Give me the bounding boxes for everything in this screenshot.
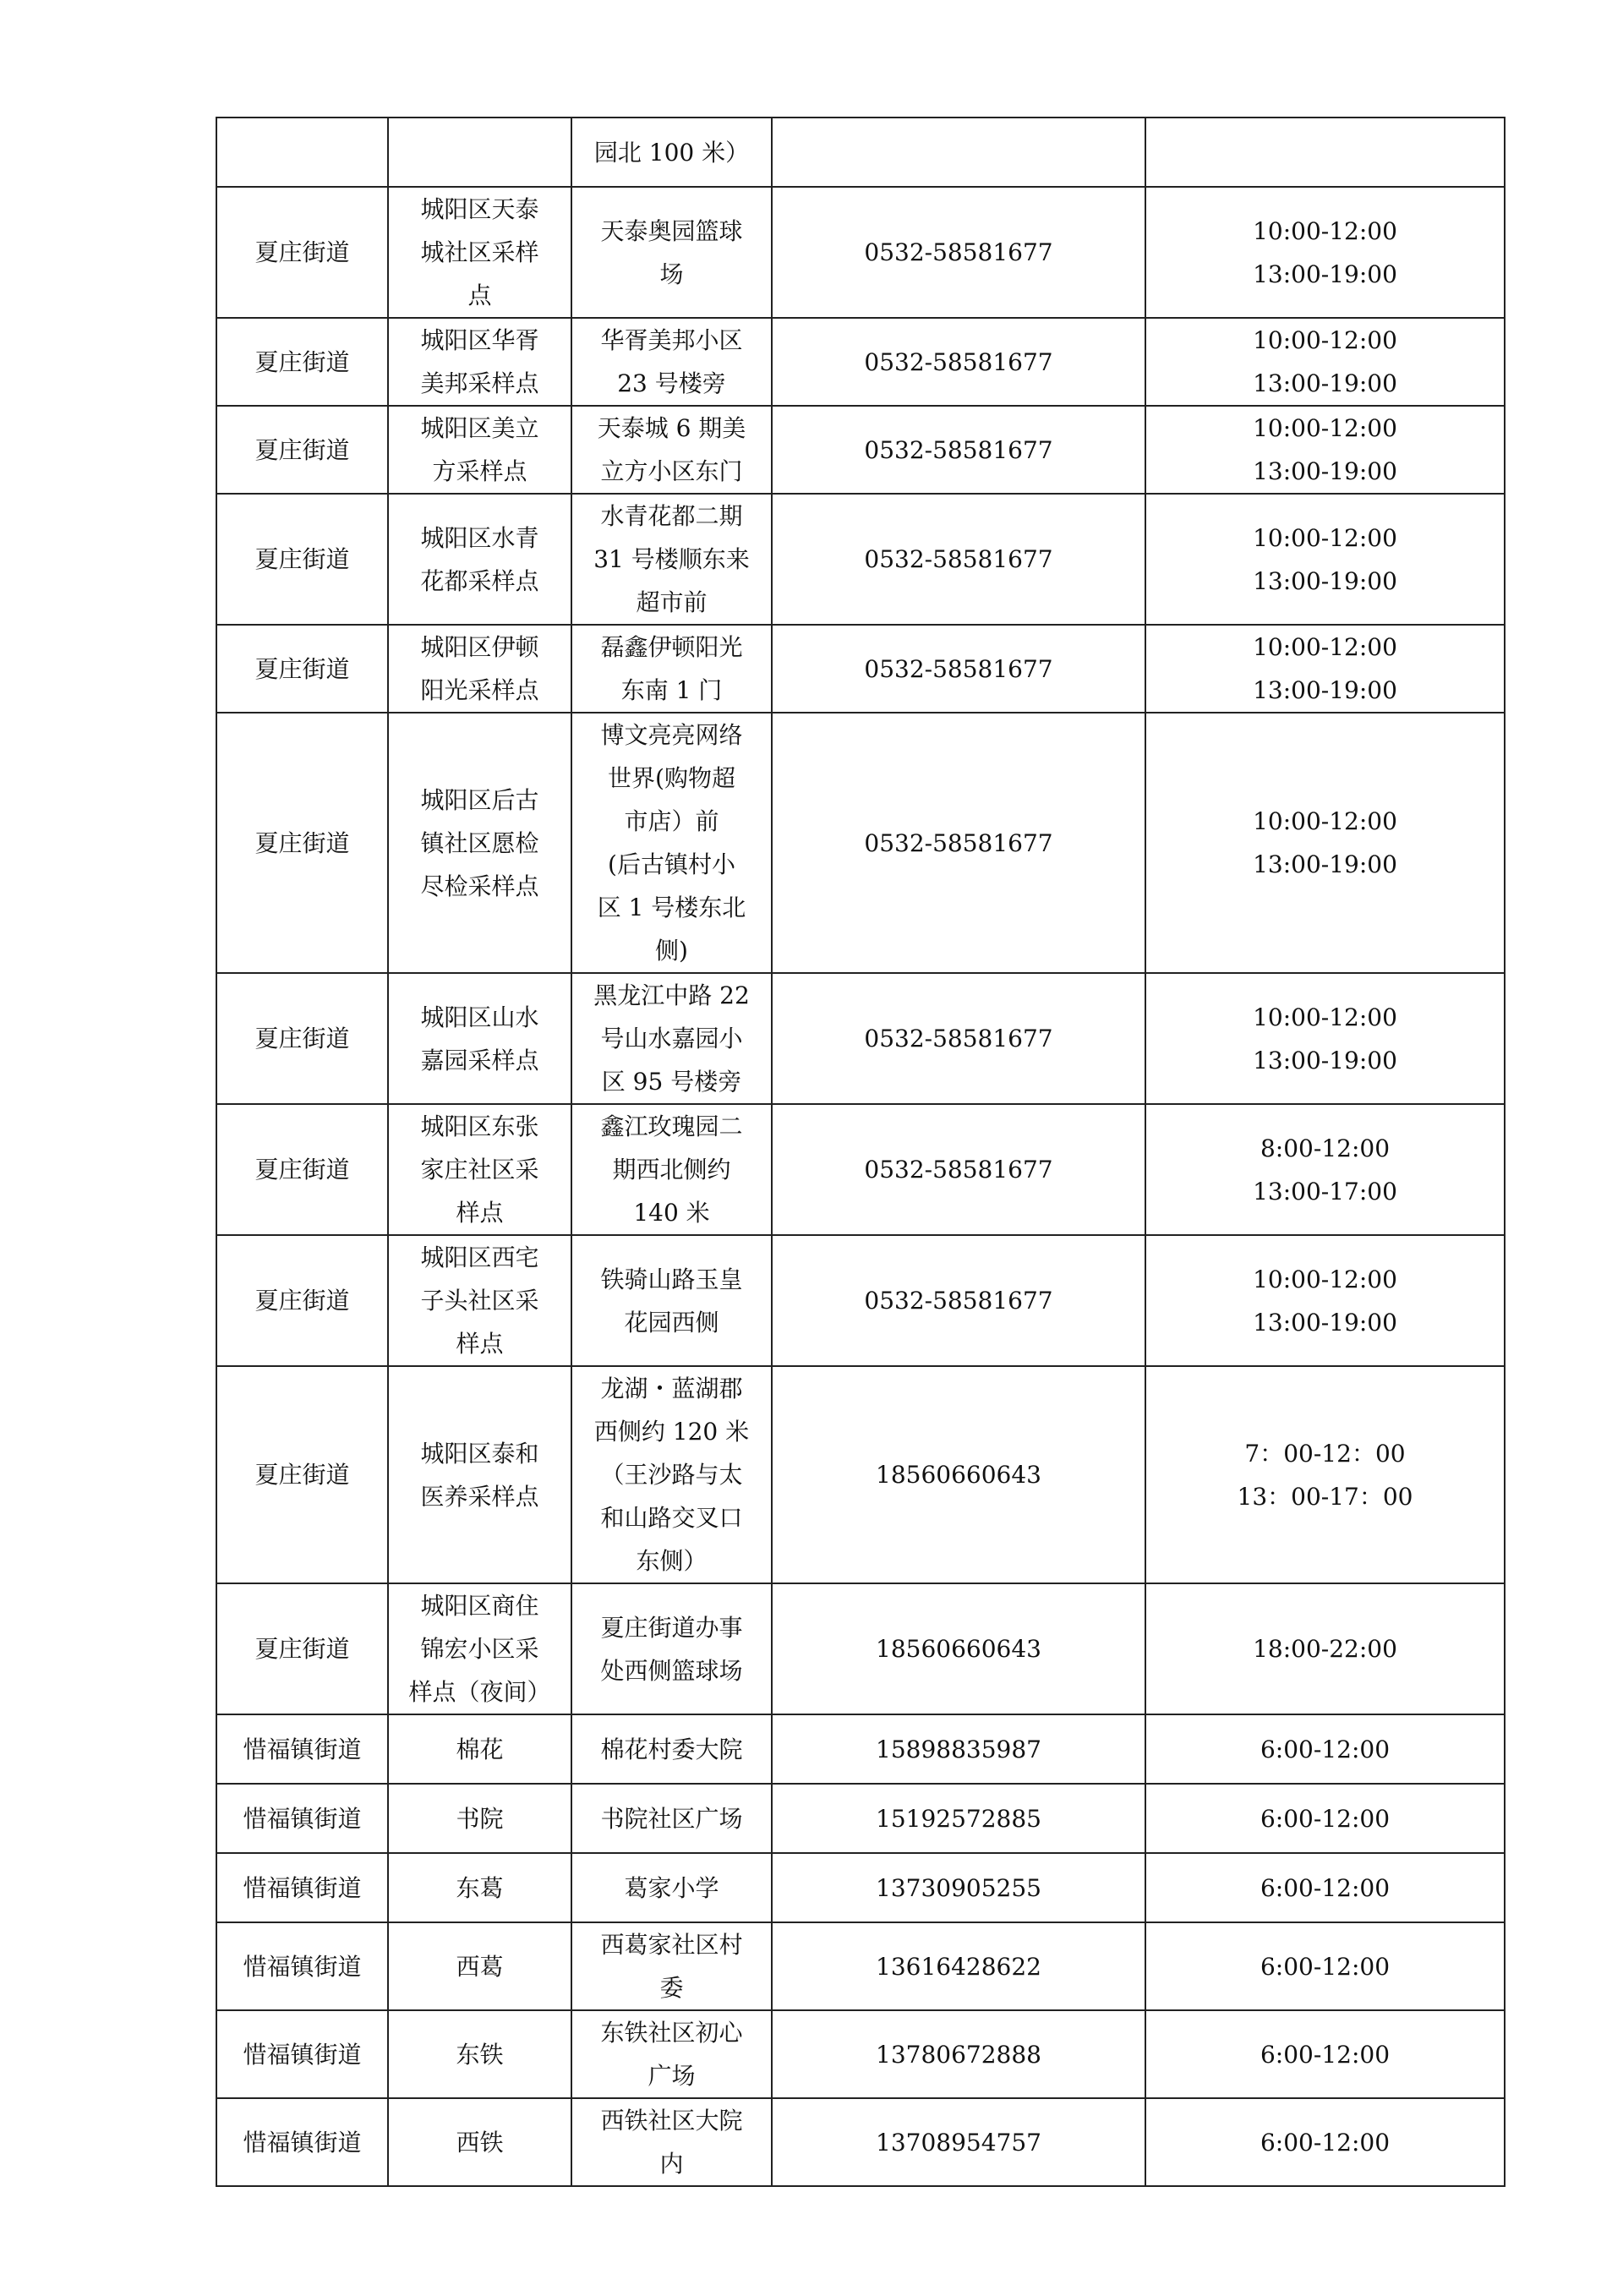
address-cell-line: 铁骑山路玉皇 — [600, 1265, 743, 1293]
site-name-cell-line: 锦宏小区采 — [420, 1635, 539, 1663]
table-row — [216, 1366, 1505, 1583]
street-cell: 夏庄街道 — [216, 1366, 388, 1583]
address-cell-line: 广场 — [648, 2062, 696, 2090]
sampling-sites-table — [216, 117, 1506, 2187]
table-row — [216, 1784, 1505, 1853]
address-cell-line: (后古镇村小 — [608, 850, 735, 878]
hours-cell — [1145, 2098, 1505, 2186]
site-name-cell-line: 尽检采样点 — [420, 872, 539, 900]
hours-cell-line: 10:00-12:00 — [1253, 1003, 1397, 1031]
phone-cell: 0532-58581677 — [772, 625, 1145, 713]
address-cell-line: 龙湖・蓝湖郡 — [600, 1375, 743, 1402]
site-name-cell-line: 城阳区西宅 — [420, 1244, 539, 1271]
street-cell — [216, 118, 388, 187]
street-cell: 夏庄街道 — [216, 973, 388, 1104]
street-cell: 夏庄街道 — [216, 406, 388, 494]
phone-cell: 0532-58581677 — [772, 318, 1145, 406]
phone-cell: 0532-58581677 — [772, 187, 1145, 318]
site-name-cell-line: 镇社区愿检 — [420, 828, 539, 857]
address-cell-line: 委 — [659, 1974, 684, 2002]
hours-cell — [1145, 713, 1505, 973]
site-name-cell — [388, 1366, 571, 1583]
table-row — [216, 1853, 1505, 1922]
site-name-cell — [388, 1922, 571, 2010]
address-cell-line: 西葛家社区村 — [600, 1931, 743, 1959]
phone-cell: 18560660643 — [772, 1583, 1145, 1714]
site-name-cell-line: 嘉园采样点 — [420, 1046, 539, 1074]
hours-cell — [1145, 973, 1505, 1104]
site-name-cell — [388, 1235, 571, 1366]
hours-cell — [1145, 187, 1505, 318]
phone-cell: 13780672888 — [772, 2010, 1145, 2098]
address-cell-line: 书院社区广场 — [600, 1804, 743, 1833]
street-cell: 夏庄街道 — [216, 625, 388, 713]
site-name-cell-line: 书院 — [456, 1804, 504, 1833]
site-name-cell-line: 子头社区采 — [420, 1287, 539, 1315]
address-cell — [571, 1714, 772, 1784]
street-cell: 惜福镇街道 — [216, 1714, 388, 1784]
site-name-cell-line: 城阳区美立 — [420, 414, 539, 442]
site-name-cell-line: 城阳区后古 — [420, 785, 539, 814]
hours-cell-line: 13:00-19:00 — [1253, 1308, 1397, 1337]
table-row — [216, 713, 1505, 973]
hours-cell-line: 10:00-12:00 — [1253, 807, 1397, 835]
street-cell: 夏庄街道 — [216, 494, 388, 625]
table-row — [216, 406, 1505, 494]
site-name-cell — [388, 973, 571, 1104]
address-cell — [571, 1922, 772, 2010]
table-row — [216, 2098, 1505, 2186]
hours-cell — [1145, 1104, 1505, 1235]
hours-cell-line: 10:00-12:00 — [1253, 633, 1397, 661]
phone-cell: 0532-58581677 — [772, 494, 1145, 625]
hours-cell-line: 7：00-12：00 — [1244, 1439, 1406, 1468]
street-cell: 惜福镇街道 — [216, 2010, 388, 2098]
table-row — [216, 1583, 1505, 1714]
hours-cell-line: 13:00-19:00 — [1253, 850, 1397, 878]
hours-cell-line: 6:00-12:00 — [1260, 1873, 1391, 1902]
hours-cell-line: 13:00-17:00 — [1253, 1177, 1397, 1205]
phone-cell: 13708954757 — [772, 2098, 1145, 2186]
site-name-cell-line: 棉花 — [456, 1735, 504, 1763]
address-cell — [571, 494, 772, 625]
site-name-cell-line: 东葛 — [456, 1873, 504, 1902]
site-name-cell-line: 城阳区东张 — [420, 1112, 539, 1140]
site-name-cell-line: 城阳区山水 — [420, 1003, 539, 1031]
address-cell-line: 31 号楼顺东来 — [593, 545, 750, 573]
street-cell: 惜福镇街道 — [216, 1922, 388, 2010]
address-cell-line: 超市前 — [636, 588, 708, 616]
site-name-cell-line: 点 — [467, 282, 492, 309]
hours-cell — [1145, 625, 1505, 713]
table-row — [216, 1104, 1505, 1235]
table-row — [216, 118, 1505, 187]
address-cell-line: 花园西侧 — [624, 1308, 719, 1337]
street-cell: 夏庄街道 — [216, 1583, 388, 1714]
phone-cell: 0532-58581677 — [772, 973, 1145, 1104]
address-cell-line: 水青花都二期 — [600, 502, 743, 530]
address-cell-line: 磊鑫伊顿阳光 — [600, 633, 743, 661]
hours-cell — [1145, 2010, 1505, 2098]
hours-cell-line: 6:00-12:00 — [1260, 1804, 1391, 1833]
address-cell — [571, 118, 772, 187]
address-cell-line: 期西北侧约 — [612, 1156, 731, 1184]
phone-cell — [772, 118, 1145, 187]
address-cell-line: 市店）前 — [624, 807, 719, 835]
table-row — [216, 2010, 1505, 2098]
hours-cell-line: 13：00-17：00 — [1237, 1482, 1413, 1511]
phone-cell: 0532-58581677 — [772, 713, 1145, 973]
hours-cell — [1145, 318, 1505, 406]
address-cell-line: 处西侧篮球场 — [600, 1656, 743, 1685]
address-cell-line: 区 1 号楼东北 — [597, 894, 746, 921]
address-cell-line: 东侧） — [636, 1547, 708, 1575]
site-name-cell — [388, 494, 571, 625]
hours-cell-line: 6:00-12:00 — [1260, 2128, 1391, 2157]
hours-cell-line: 8:00-12:00 — [1260, 1134, 1391, 1162]
hours-cell — [1145, 406, 1505, 494]
site-name-cell-line: 样点（夜间） — [408, 1678, 551, 1706]
site-name-cell-line: 城阳区华胥 — [420, 326, 539, 354]
site-name-cell-line: 城阳区天泰 — [420, 195, 539, 223]
site-name-cell-line: 家庄社区采 — [420, 1156, 539, 1184]
address-cell — [571, 625, 772, 713]
address-cell — [571, 1583, 772, 1714]
phone-cell: 15192572885 — [772, 1784, 1145, 1853]
street-cell: 夏庄街道 — [216, 1235, 388, 1366]
street-cell: 惜福镇街道 — [216, 1853, 388, 1922]
site-name-cell-line: 样点 — [456, 1330, 504, 1358]
phone-cell: 0532-58581677 — [772, 1104, 1145, 1235]
site-name-cell — [388, 1583, 571, 1714]
site-name-cell-line: 城阳区商住 — [420, 1592, 539, 1620]
address-cell — [571, 2010, 772, 2098]
table-row — [216, 625, 1505, 713]
hours-cell-line: 10:00-12:00 — [1253, 414, 1397, 442]
address-cell — [571, 1853, 772, 1922]
table-row — [216, 973, 1505, 1104]
address-cell-line: 葛家小学 — [624, 1873, 719, 1902]
address-cell — [571, 713, 772, 973]
address-cell-line: 天泰城 6 期美 — [597, 414, 746, 442]
hours-cell — [1145, 1235, 1505, 1366]
hours-cell-line: 6:00-12:00 — [1260, 1735, 1391, 1763]
phone-cell: 13616428622 — [772, 1922, 1145, 2010]
address-cell — [571, 1366, 772, 1583]
hours-cell-line: 10:00-12:00 — [1253, 523, 1397, 552]
site-name-cell — [388, 118, 571, 187]
address-cell-line: （王沙路与太 — [600, 1461, 743, 1489]
address-cell-line: 黑龙江中路 22 — [593, 981, 750, 1009]
address-cell-line: 西侧约 120 米 — [593, 1418, 750, 1446]
address-cell — [571, 1784, 772, 1853]
site-name-cell-line: 东铁 — [456, 2040, 504, 2069]
address-cell-line: 场 — [659, 260, 684, 288]
street-cell: 惜福镇街道 — [216, 1784, 388, 1853]
site-name-cell-line: 城阳区伊顿 — [420, 633, 539, 661]
site-name-cell-line: 城社区采样 — [420, 238, 539, 266]
site-name-cell-line: 美邦采样点 — [420, 369, 539, 397]
address-cell-line: 立方小区东门 — [600, 457, 743, 485]
table-row — [216, 318, 1505, 406]
site-name-cell-line: 样点 — [456, 1199, 504, 1227]
street-cell: 夏庄街道 — [216, 1104, 388, 1235]
hours-cell-line: 13:00-19:00 — [1253, 260, 1397, 288]
table-row — [216, 1235, 1505, 1366]
site-name-cell — [388, 318, 571, 406]
site-name-cell — [388, 713, 571, 973]
site-name-cell — [388, 625, 571, 713]
address-cell-line: 23 号楼旁 — [617, 369, 726, 397]
hours-cell-line: 18:00-22:00 — [1253, 1635, 1397, 1663]
hours-cell — [1145, 118, 1505, 187]
site-name-cell — [388, 1104, 571, 1235]
site-name-cell-line: 城阳区泰和 — [420, 1439, 539, 1468]
address-cell-line: 号山水嘉园小 — [600, 1025, 743, 1052]
hours-cell — [1145, 1714, 1505, 1784]
site-name-cell — [388, 1714, 571, 1784]
site-name-cell-line: 城阳区水青 — [420, 523, 539, 552]
address-cell-line: 天泰奥园篮球 — [600, 216, 743, 245]
site-name-cell — [388, 1784, 571, 1853]
hours-cell — [1145, 1583, 1505, 1714]
address-cell — [571, 406, 772, 494]
hours-cell-line: 10:00-12:00 — [1253, 326, 1397, 354]
hours-cell-line: 13:00-19:00 — [1253, 1046, 1397, 1074]
hours-cell-line: 10:00-12:00 — [1253, 216, 1397, 245]
site-name-cell-line: 西葛 — [456, 1952, 504, 1981]
site-name-cell — [388, 1853, 571, 1922]
address-cell-line: 棉花村委大院 — [600, 1735, 743, 1763]
address-cell-line: 世界(购物超 — [608, 764, 735, 792]
address-cell-line: 夏庄街道办事 — [600, 1613, 743, 1642]
table-row — [216, 1922, 1505, 2010]
address-cell-line: 华胥美邦小区 — [600, 326, 743, 354]
site-name-cell-line: 医养采样点 — [420, 1482, 539, 1511]
phone-cell: 15898835987 — [772, 1714, 1145, 1784]
address-cell-line: 内 — [659, 2150, 684, 2178]
address-cell — [571, 318, 772, 406]
table-row — [216, 494, 1505, 625]
hours-cell — [1145, 1853, 1505, 1922]
hours-cell — [1145, 1366, 1505, 1583]
address-cell-line: 东南 1 门 — [620, 676, 723, 704]
address-cell — [571, 1104, 772, 1235]
street-cell: 夏庄街道 — [216, 713, 388, 973]
phone-cell: 0532-58581677 — [772, 1235, 1145, 1366]
phone-cell: 18560660643 — [772, 1366, 1145, 1583]
address-cell-line: 侧) — [655, 937, 688, 965]
address-cell-line: 和山路交叉口 — [600, 1504, 743, 1532]
address-cell — [571, 187, 772, 318]
table-row — [216, 187, 1505, 318]
site-name-cell-line: 阳光采样点 — [420, 676, 539, 704]
street-cell: 夏庄街道 — [216, 187, 388, 318]
site-name-cell — [388, 187, 571, 318]
address-cell-line: 西铁社区大院 — [600, 2107, 743, 2135]
table-row — [216, 1714, 1505, 1784]
address-cell-line: 140 米 — [633, 1199, 710, 1227]
address-cell — [571, 973, 772, 1104]
site-name-cell — [388, 2010, 571, 2098]
site-name-cell — [388, 2098, 571, 2186]
hours-cell-line: 13:00-19:00 — [1253, 676, 1397, 704]
phone-cell: 0532-58581677 — [772, 406, 1145, 494]
hours-cell — [1145, 1922, 1505, 2010]
hours-cell-line: 10:00-12:00 — [1253, 1265, 1397, 1293]
address-cell-line: 园北 100 米） — [593, 138, 750, 167]
hours-cell-line: 6:00-12:00 — [1260, 1952, 1391, 1981]
table-body — [216, 118, 1505, 2186]
hours-cell-line: 6:00-12:00 — [1260, 2040, 1391, 2069]
phone-cell: 13730905255 — [772, 1853, 1145, 1922]
hours-cell — [1145, 1784, 1505, 1853]
hours-cell-line: 13:00-19:00 — [1253, 369, 1397, 397]
site-name-cell-line: 花都采样点 — [420, 566, 539, 595]
site-name-cell-line: 方采样点 — [432, 457, 527, 485]
street-cell: 惜福镇街道 — [216, 2098, 388, 2186]
site-name-cell-line: 西铁 — [456, 2128, 504, 2157]
address-cell — [571, 2098, 772, 2186]
address-cell-line: 东铁社区初心 — [600, 2019, 743, 2047]
street-cell: 夏庄街道 — [216, 318, 388, 406]
address-cell-line: 博文亮亮网络 — [600, 721, 743, 749]
hours-cell-line: 13:00-19:00 — [1253, 566, 1397, 595]
hours-cell-line: 13:00-19:00 — [1253, 457, 1397, 485]
address-cell-line: 鑫江玫瑰园二 — [600, 1112, 743, 1140]
hours-cell — [1145, 494, 1505, 625]
address-cell-line: 区 95 号楼旁 — [601, 1068, 742, 1096]
address-cell — [571, 1235, 772, 1366]
site-name-cell — [388, 406, 571, 494]
